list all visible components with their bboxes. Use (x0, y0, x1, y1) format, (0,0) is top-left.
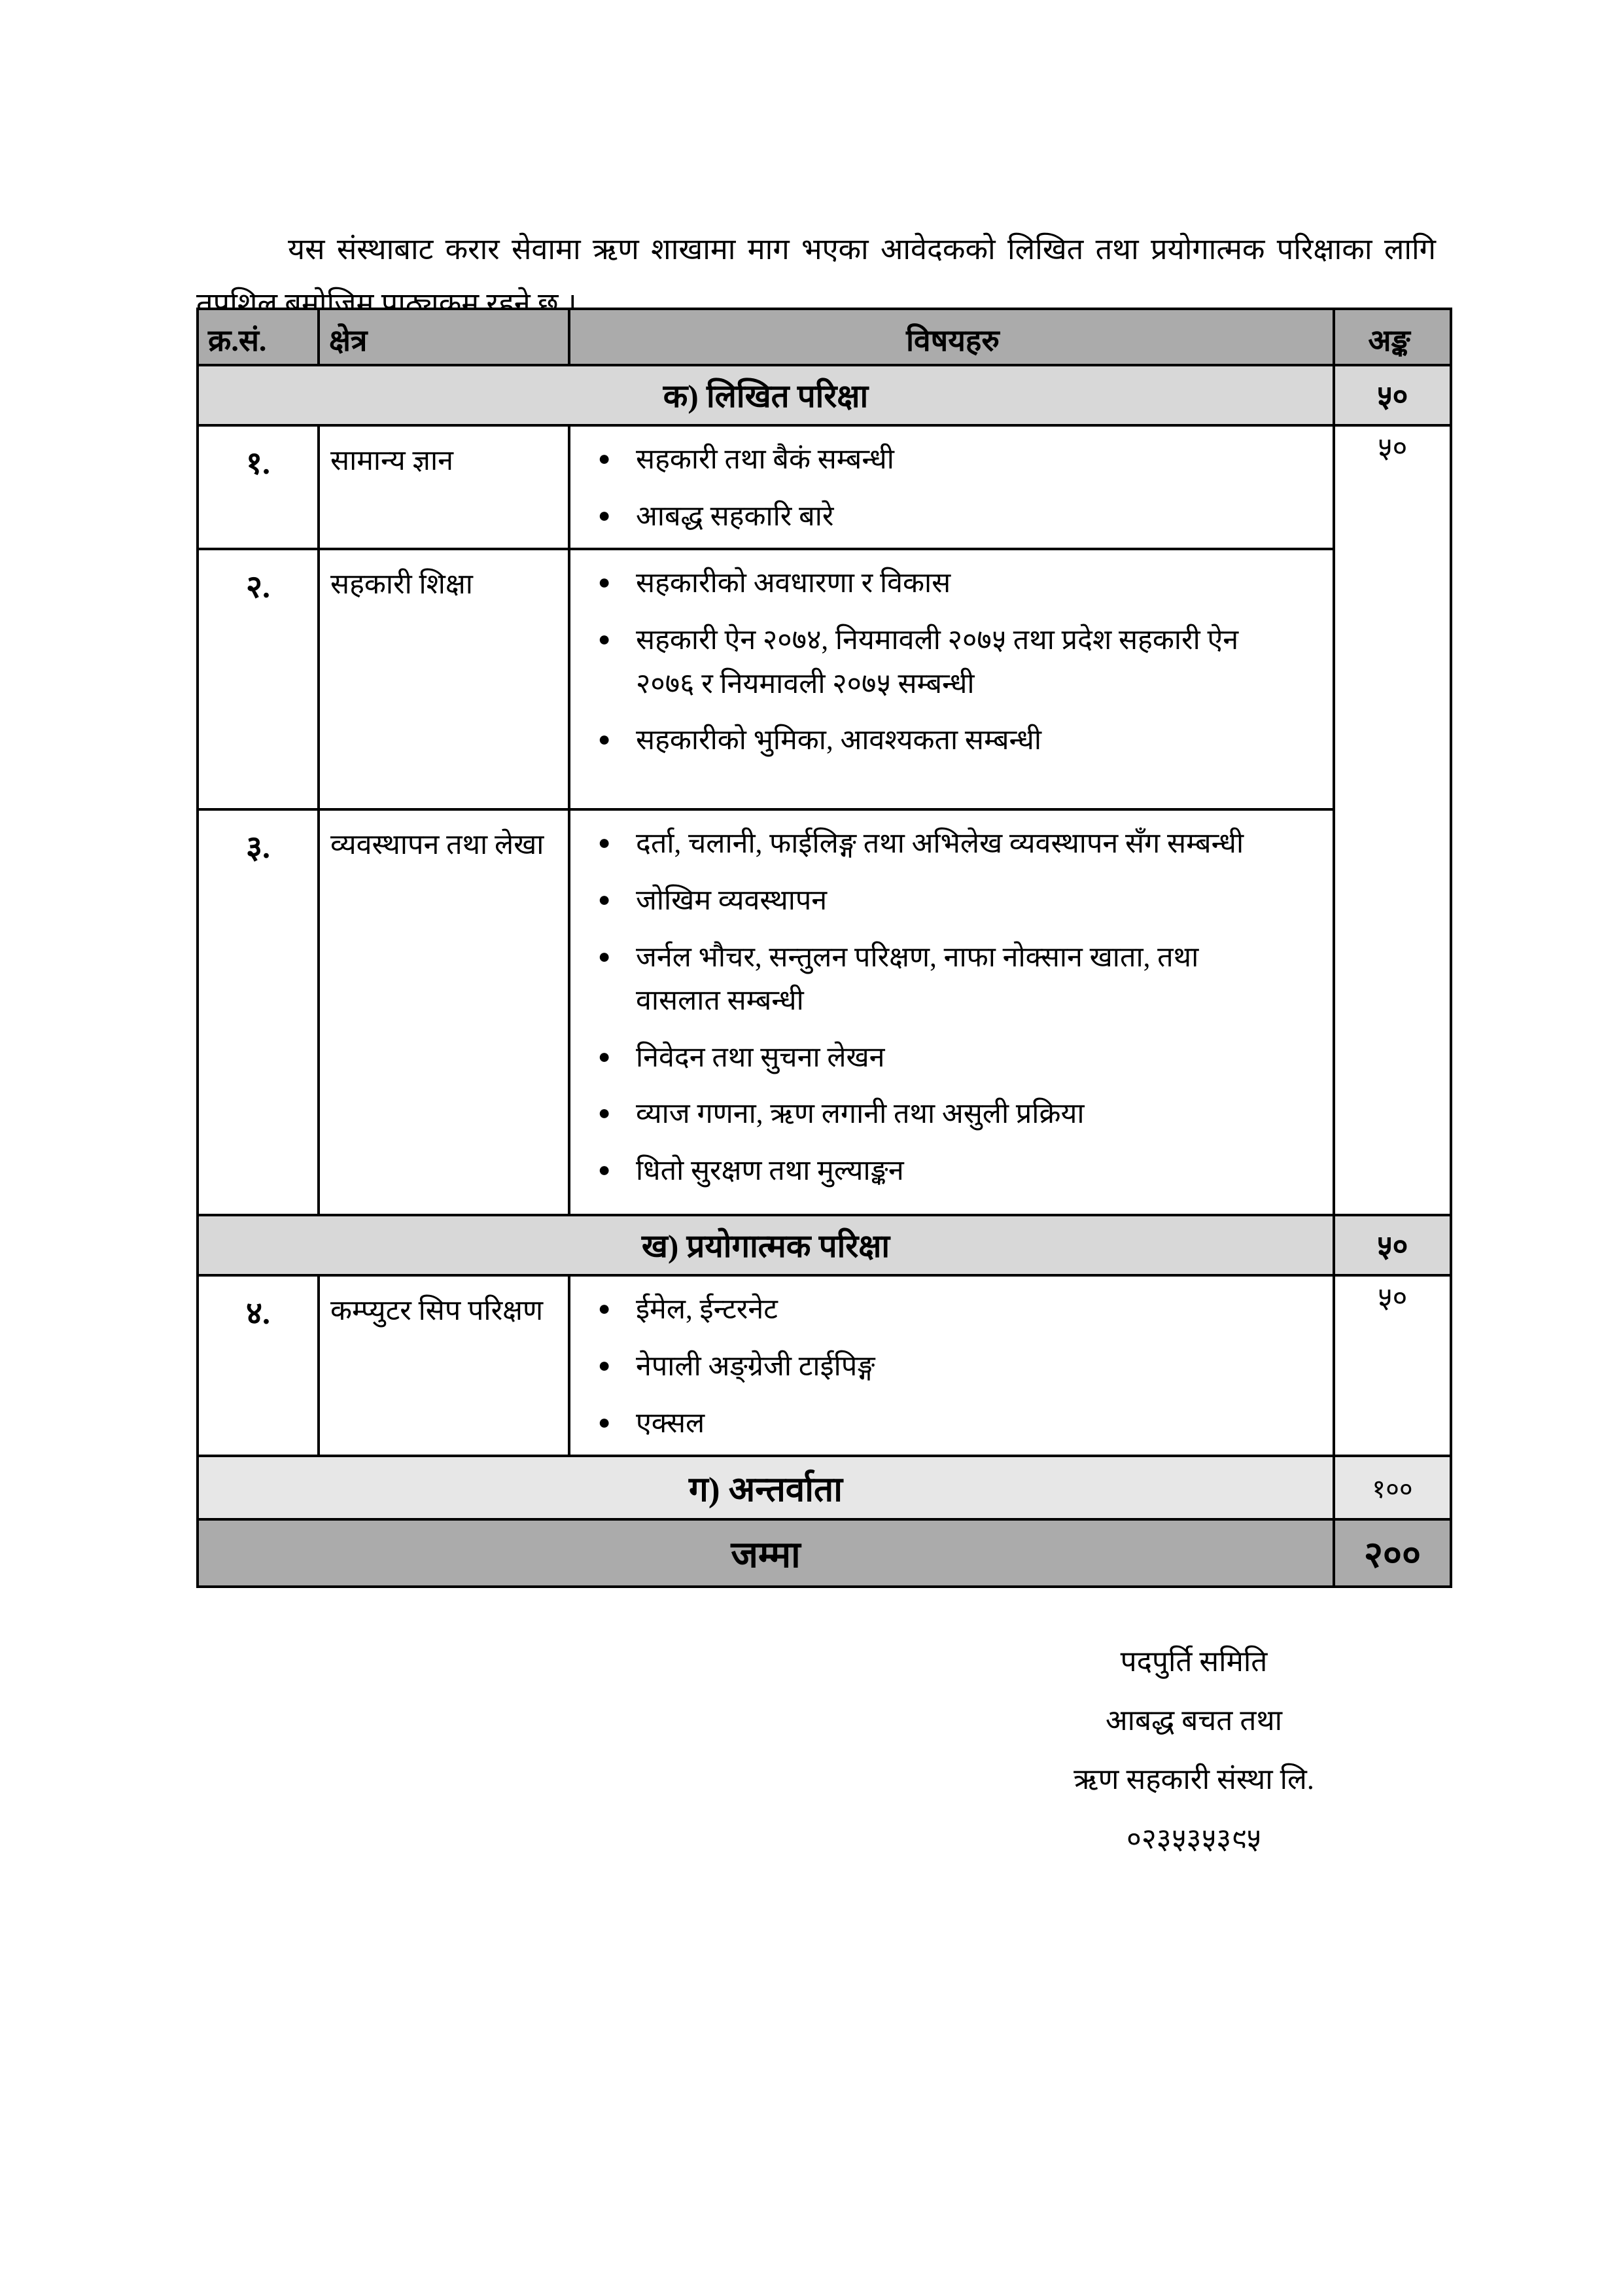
signature-block (935, 1633, 1452, 1869)
table-header-row (198, 309, 1451, 365)
table-row (198, 1275, 1451, 1456)
syllabus-table (196, 308, 1452, 1588)
row1-area: सामान्य ज्ञान (319, 425, 569, 549)
bullet-item: ● सहकारीको अवधारणा र विकास (594, 562, 1264, 606)
section-practical-marks: ५० (1334, 1215, 1451, 1275)
written-rows-marks: ५० (1334, 425, 1451, 1215)
section-practical-label: ख) प्रयोगात्मक परिक्षा (198, 1215, 1334, 1275)
row4-area: कम्प्युटर सिप परिक्षण (319, 1275, 569, 1456)
row2-bullet-list (594, 562, 1319, 763)
bullet-item: ● एक्सल (594, 1402, 1264, 1446)
signature-line-committee: पदपुर्ति समिति (1120, 1646, 1268, 1678)
row3-bullet-list (594, 822, 1319, 1193)
section-row-interview (198, 1456, 1451, 1519)
bullet-item: ● आबद्ध सहकारि बारे (594, 495, 1264, 539)
intro-paragraph: यस संस्थाबाट करार सेवामा ऋण शाखामा माग भएका आवेदकको लिखित तथा प्रयोगात्मक परिक्षाका लागि तपशिल बमोजिम पाठ्यक्रम रहने छ । (196, 233, 1436, 321)
total-label: जम्मा (198, 1519, 1334, 1587)
table-row (198, 549, 1451, 809)
header-serial-number: क्र.सं. (198, 309, 319, 365)
section-row-practical-exam (198, 1215, 1451, 1275)
table-row (198, 425, 1451, 549)
row1-serial: १. (198, 425, 319, 549)
row1-subjects (569, 425, 1334, 549)
row2-serial: २. (198, 549, 319, 809)
section-written-label: क) लिखित परिक्षा (198, 365, 1334, 425)
bullet-item: ● जर्नल भौचर, सन्तुलन परिक्षण, नाफा नोक्सान खाता, तथा वासलात सम्बन्धी (594, 936, 1264, 1023)
row2-subjects (569, 549, 1334, 809)
section-interview-label: ग) अन्तर्वाता (198, 1456, 1334, 1519)
bullet-item: ● सहकारीको भुमिका, आवश्यकता सम्बन्धी (594, 719, 1264, 763)
bullet-item: ● सहकारी ऐन २०७४, नियमावली २०७५ तथा प्रदेश सहकारी ऐन २०७६ र नियमावली २०७५ सम्बन्धी (594, 619, 1264, 706)
signature-line-number: ०२३५३५३९५ (1126, 1822, 1261, 1855)
row3-area: व्यवस्थापन तथा लेखा (319, 809, 569, 1215)
header-area: क्षेत्र (319, 309, 569, 365)
section-row-written-exam (198, 365, 1451, 425)
row4-bullet-list (594, 1288, 1319, 1445)
row2-area: सहकारी शिक्षा (319, 549, 569, 809)
section-interview-marks: १०० (1334, 1456, 1451, 1519)
table-row (198, 809, 1451, 1215)
bullet-item: ● दर्ता, चलानी, फाईलिङ्ग तथा अभिलेख व्यवस्थापन सँग सम्बन्धी (594, 822, 1264, 866)
signature-line-org-2: ऋण सहकारी संस्था लि. (1073, 1763, 1314, 1796)
header-marks: अङ्क (1334, 309, 1451, 365)
row4-marks: ५० (1334, 1275, 1451, 1456)
row1-bullet-list (594, 438, 1319, 539)
signature-line-org-1: आबद्ध बचत तथा (1106, 1704, 1282, 1737)
row4-subjects (569, 1275, 1334, 1456)
bullet-item: ● जोखिम व्यवस्थापन (594, 879, 1264, 923)
bullet-item: ● सहकारी तथा बैकं सम्बन्धी (594, 438, 1264, 482)
row3-subjects (569, 809, 1334, 1215)
bullet-item: ● नेपाली अङ्ग्रेजी टाईपिङ्ग (594, 1345, 1264, 1389)
row4-serial: ४. (198, 1275, 319, 1456)
row3-serial: ३. (198, 809, 319, 1215)
section-written-marks: ५० (1334, 365, 1451, 425)
bullet-item: ● निवेदन तथा सुचना लेखन (594, 1036, 1264, 1080)
bullet-item: ● धितो सुरक्षण तथा मुल्याङ्कन (594, 1150, 1264, 1193)
total-row (198, 1519, 1451, 1587)
bullet-item: ● व्याज गणना, ऋण लगानी तथा असुली प्रक्रिया (594, 1093, 1264, 1137)
total-marks: २०० (1334, 1519, 1451, 1587)
header-subjects: विषयहरु (569, 309, 1334, 365)
bullet-item: ● ईमेल, ईन्टरनेट (594, 1288, 1264, 1332)
